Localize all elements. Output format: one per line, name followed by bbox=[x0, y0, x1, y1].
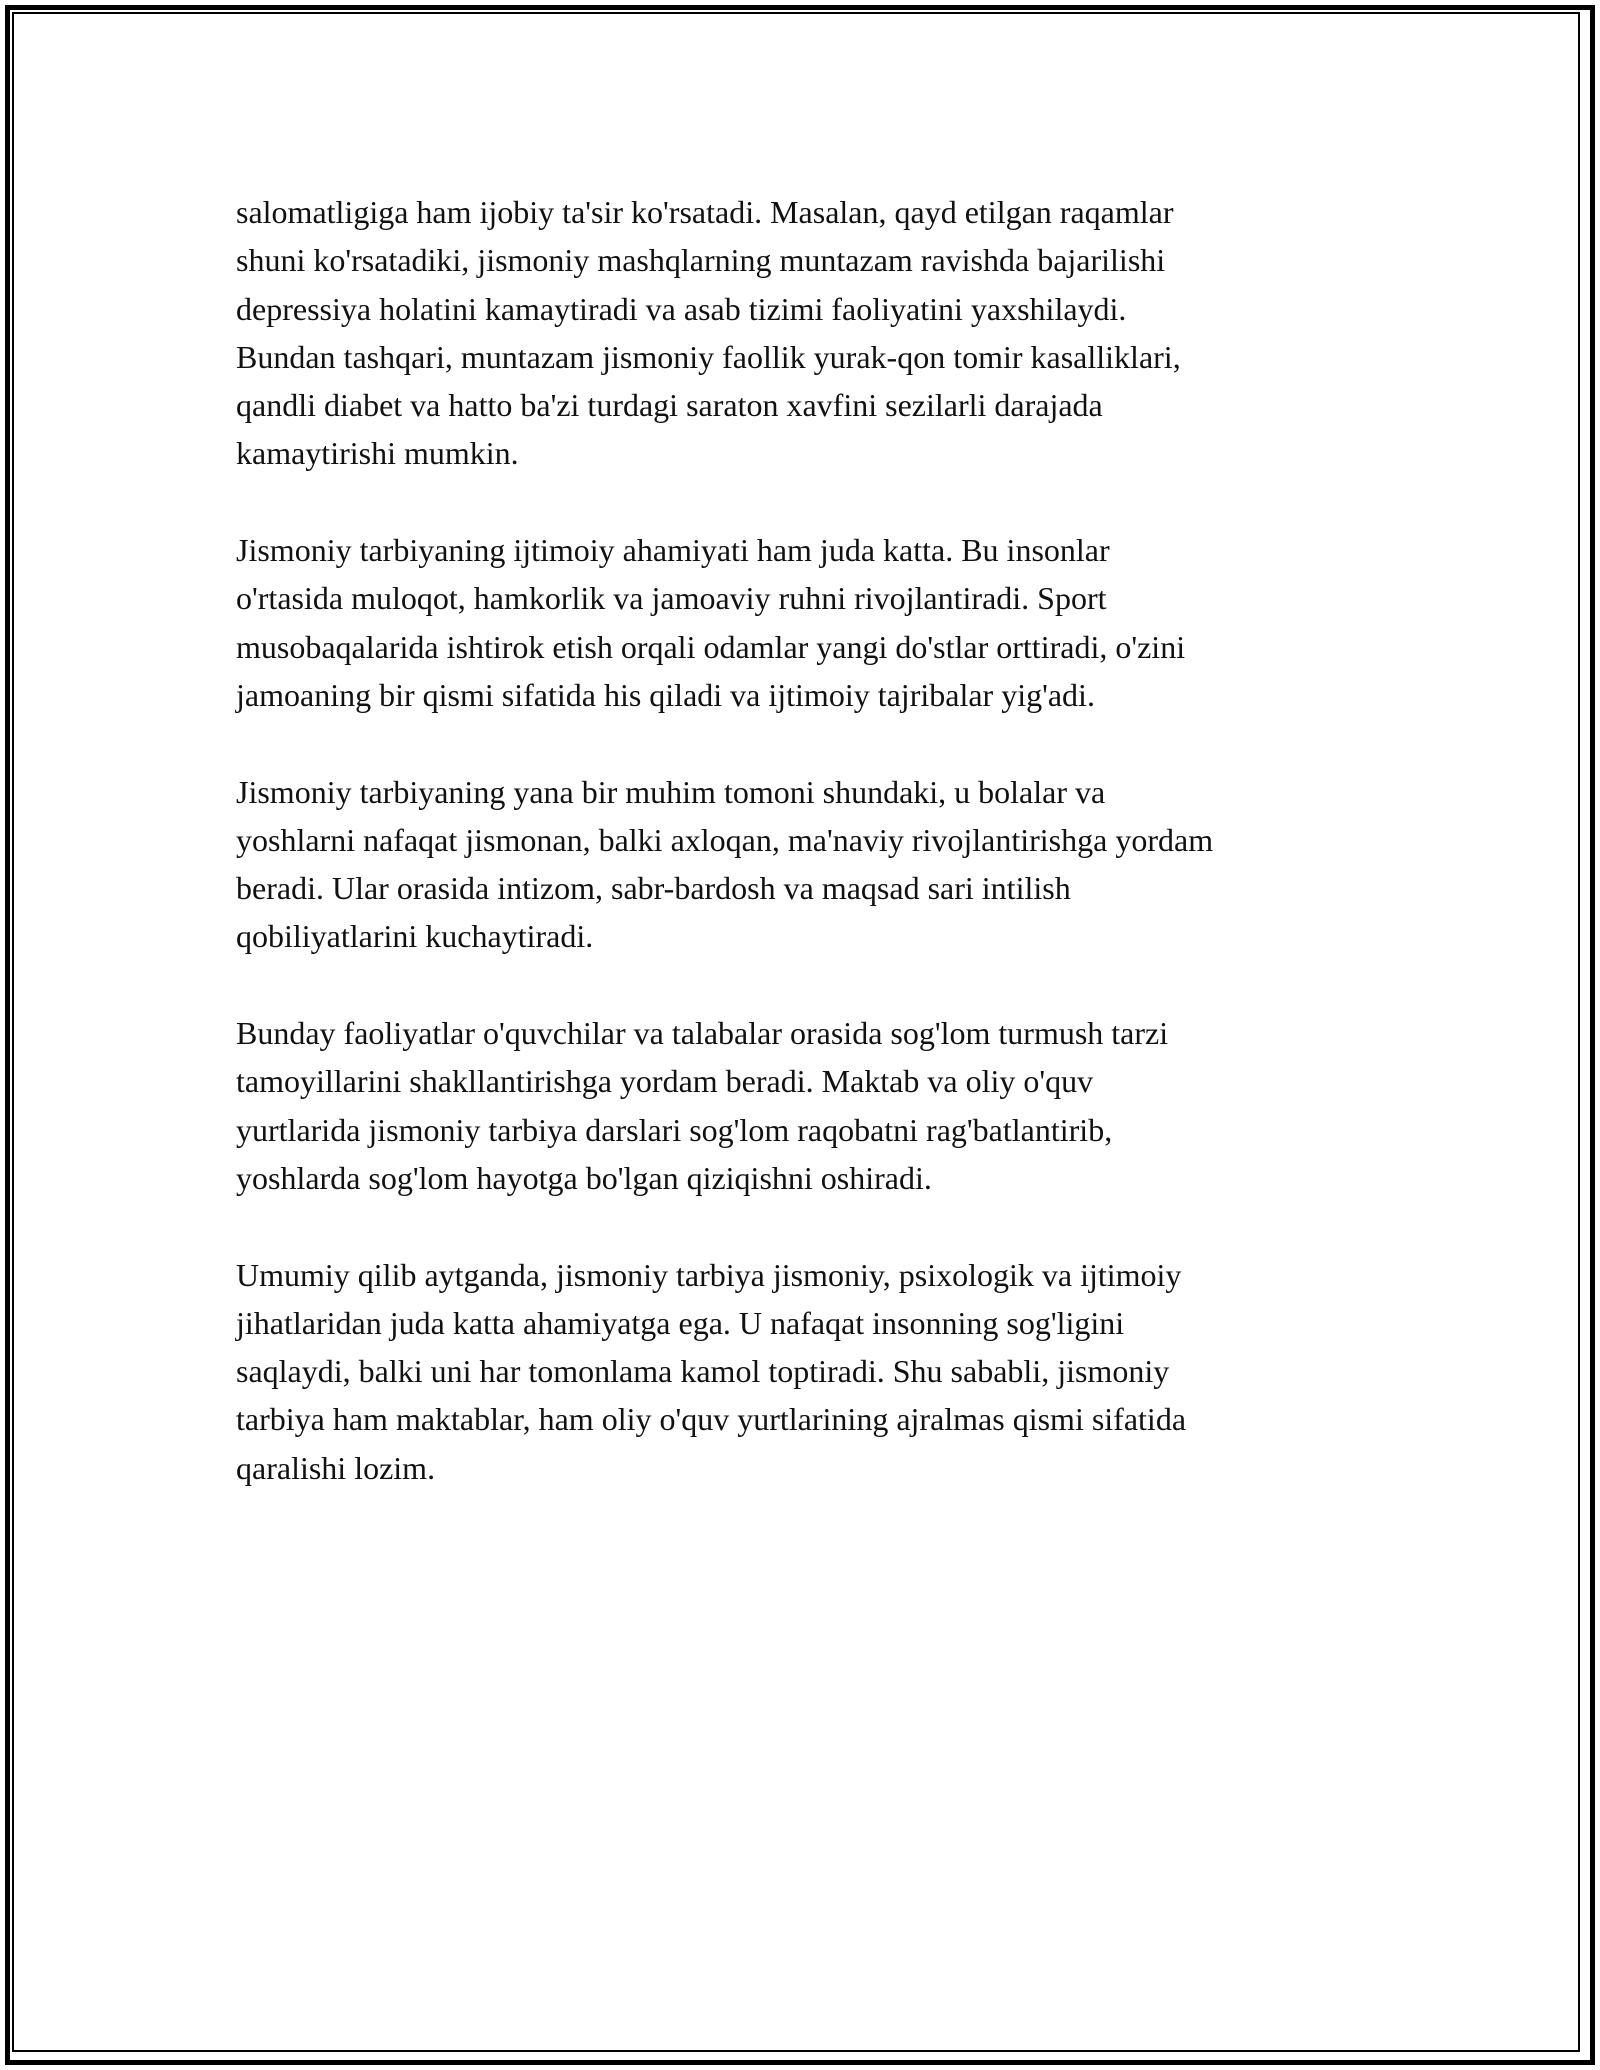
paragraph-2 bbox=[236, 526, 1376, 719]
paragraph-3 bbox=[236, 768, 1376, 961]
text-line: kamaytirishi mumkin. bbox=[236, 435, 519, 472]
text-line: qobiliyatlarini kuchaytiradi. bbox=[236, 918, 594, 955]
text-line: tarbiya ham maktablar, ham oliy o'quv yurtlarining ajralmas qismi sifatida bbox=[236, 1401, 1187, 1438]
text-line: yoshlarni nafaqat jismonan, balki axloqan, ma'naviy rivojlantirishga yordam bbox=[236, 821, 1214, 858]
text-line: Umumiy qilib aytganda, jismoniy tarbiya jismoniy, psixologik va ijtimoiy bbox=[236, 1256, 1182, 1293]
paragraph-4 bbox=[236, 1009, 1376, 1202]
text-line: yoshlarda sog'lom hayotga bo'lgan qiziqishni oshiradi. bbox=[236, 1159, 932, 1196]
text-line: yurtlarida jismoniy tarbiya darslari sog'lom raqobatni rag'batlantirib, bbox=[236, 1111, 1113, 1148]
text-line: Bundan tashqari, muntazam jismoniy faollik yurak-qon tomir kasalliklari, bbox=[236, 338, 1181, 375]
text-line: musobaqalarida ishtirok etish orqali odamlar yangi do'stlar orttiradi, o'zini bbox=[236, 628, 1186, 665]
paragraph-5 bbox=[236, 1251, 1376, 1492]
text-line: tamoyillarini shakllantirishga yordam beradi. Maktab va oliy o'quv bbox=[236, 1063, 1094, 1100]
text-line: Jismoniy tarbiyaning ijtimoiy ahamiyati ham juda katta. Bu insonlar bbox=[236, 532, 1110, 569]
text-line: qaralishi lozim. bbox=[236, 1449, 436, 1486]
text-line: beradi. Ular orasida intizom, sabr-bardosh va maqsad sari intilish bbox=[236, 870, 1071, 907]
text-line: jihatlaridan juda katta ahamiyatga ega. U nafaqat insonning sog'ligini bbox=[236, 1304, 1125, 1341]
document-body bbox=[236, 188, 1376, 1540]
text-line: o'rtasida muloqot, hamkorlik va jamoaviy ruhni rivojlantiradi. Sport bbox=[236, 580, 1107, 617]
text-line: jamoaning bir qismi sifatida his qiladi va ijtimoiy tajribalar yig'adi. bbox=[236, 676, 1095, 713]
text-line: depressiya holatini kamaytiradi va asab tizimi faoliyatini yaxshilaydi. bbox=[236, 290, 1127, 327]
text-line: saqlaydi, balki uni har tomonlama kamol toptiradi. Shu sababli, jismoniy bbox=[236, 1353, 1170, 1390]
text-line: shuni ko'rsatadiki, jismoniy mashqlarning muntazam ravishda bajarilishi bbox=[236, 242, 1166, 279]
text-line: qandli diabet va hatto ba'zi turdagi saraton xavfini sezilarli darajada bbox=[236, 387, 1103, 424]
text-line: Bunday faoliyatlar o'quvchilar va talabalar orasida sog'lom turmush tarzi bbox=[236, 1015, 1169, 1052]
text-line: salomatligiga ham ijobiy ta'sir ko'rsatadi. Masalan, qayd etilgan raqamlar bbox=[236, 194, 1174, 230]
paragraph-1 bbox=[236, 188, 1376, 478]
text-line: Jismoniy tarbiyaning yana bir muhim tomoni shundaki, u bolalar va bbox=[236, 773, 1106, 810]
